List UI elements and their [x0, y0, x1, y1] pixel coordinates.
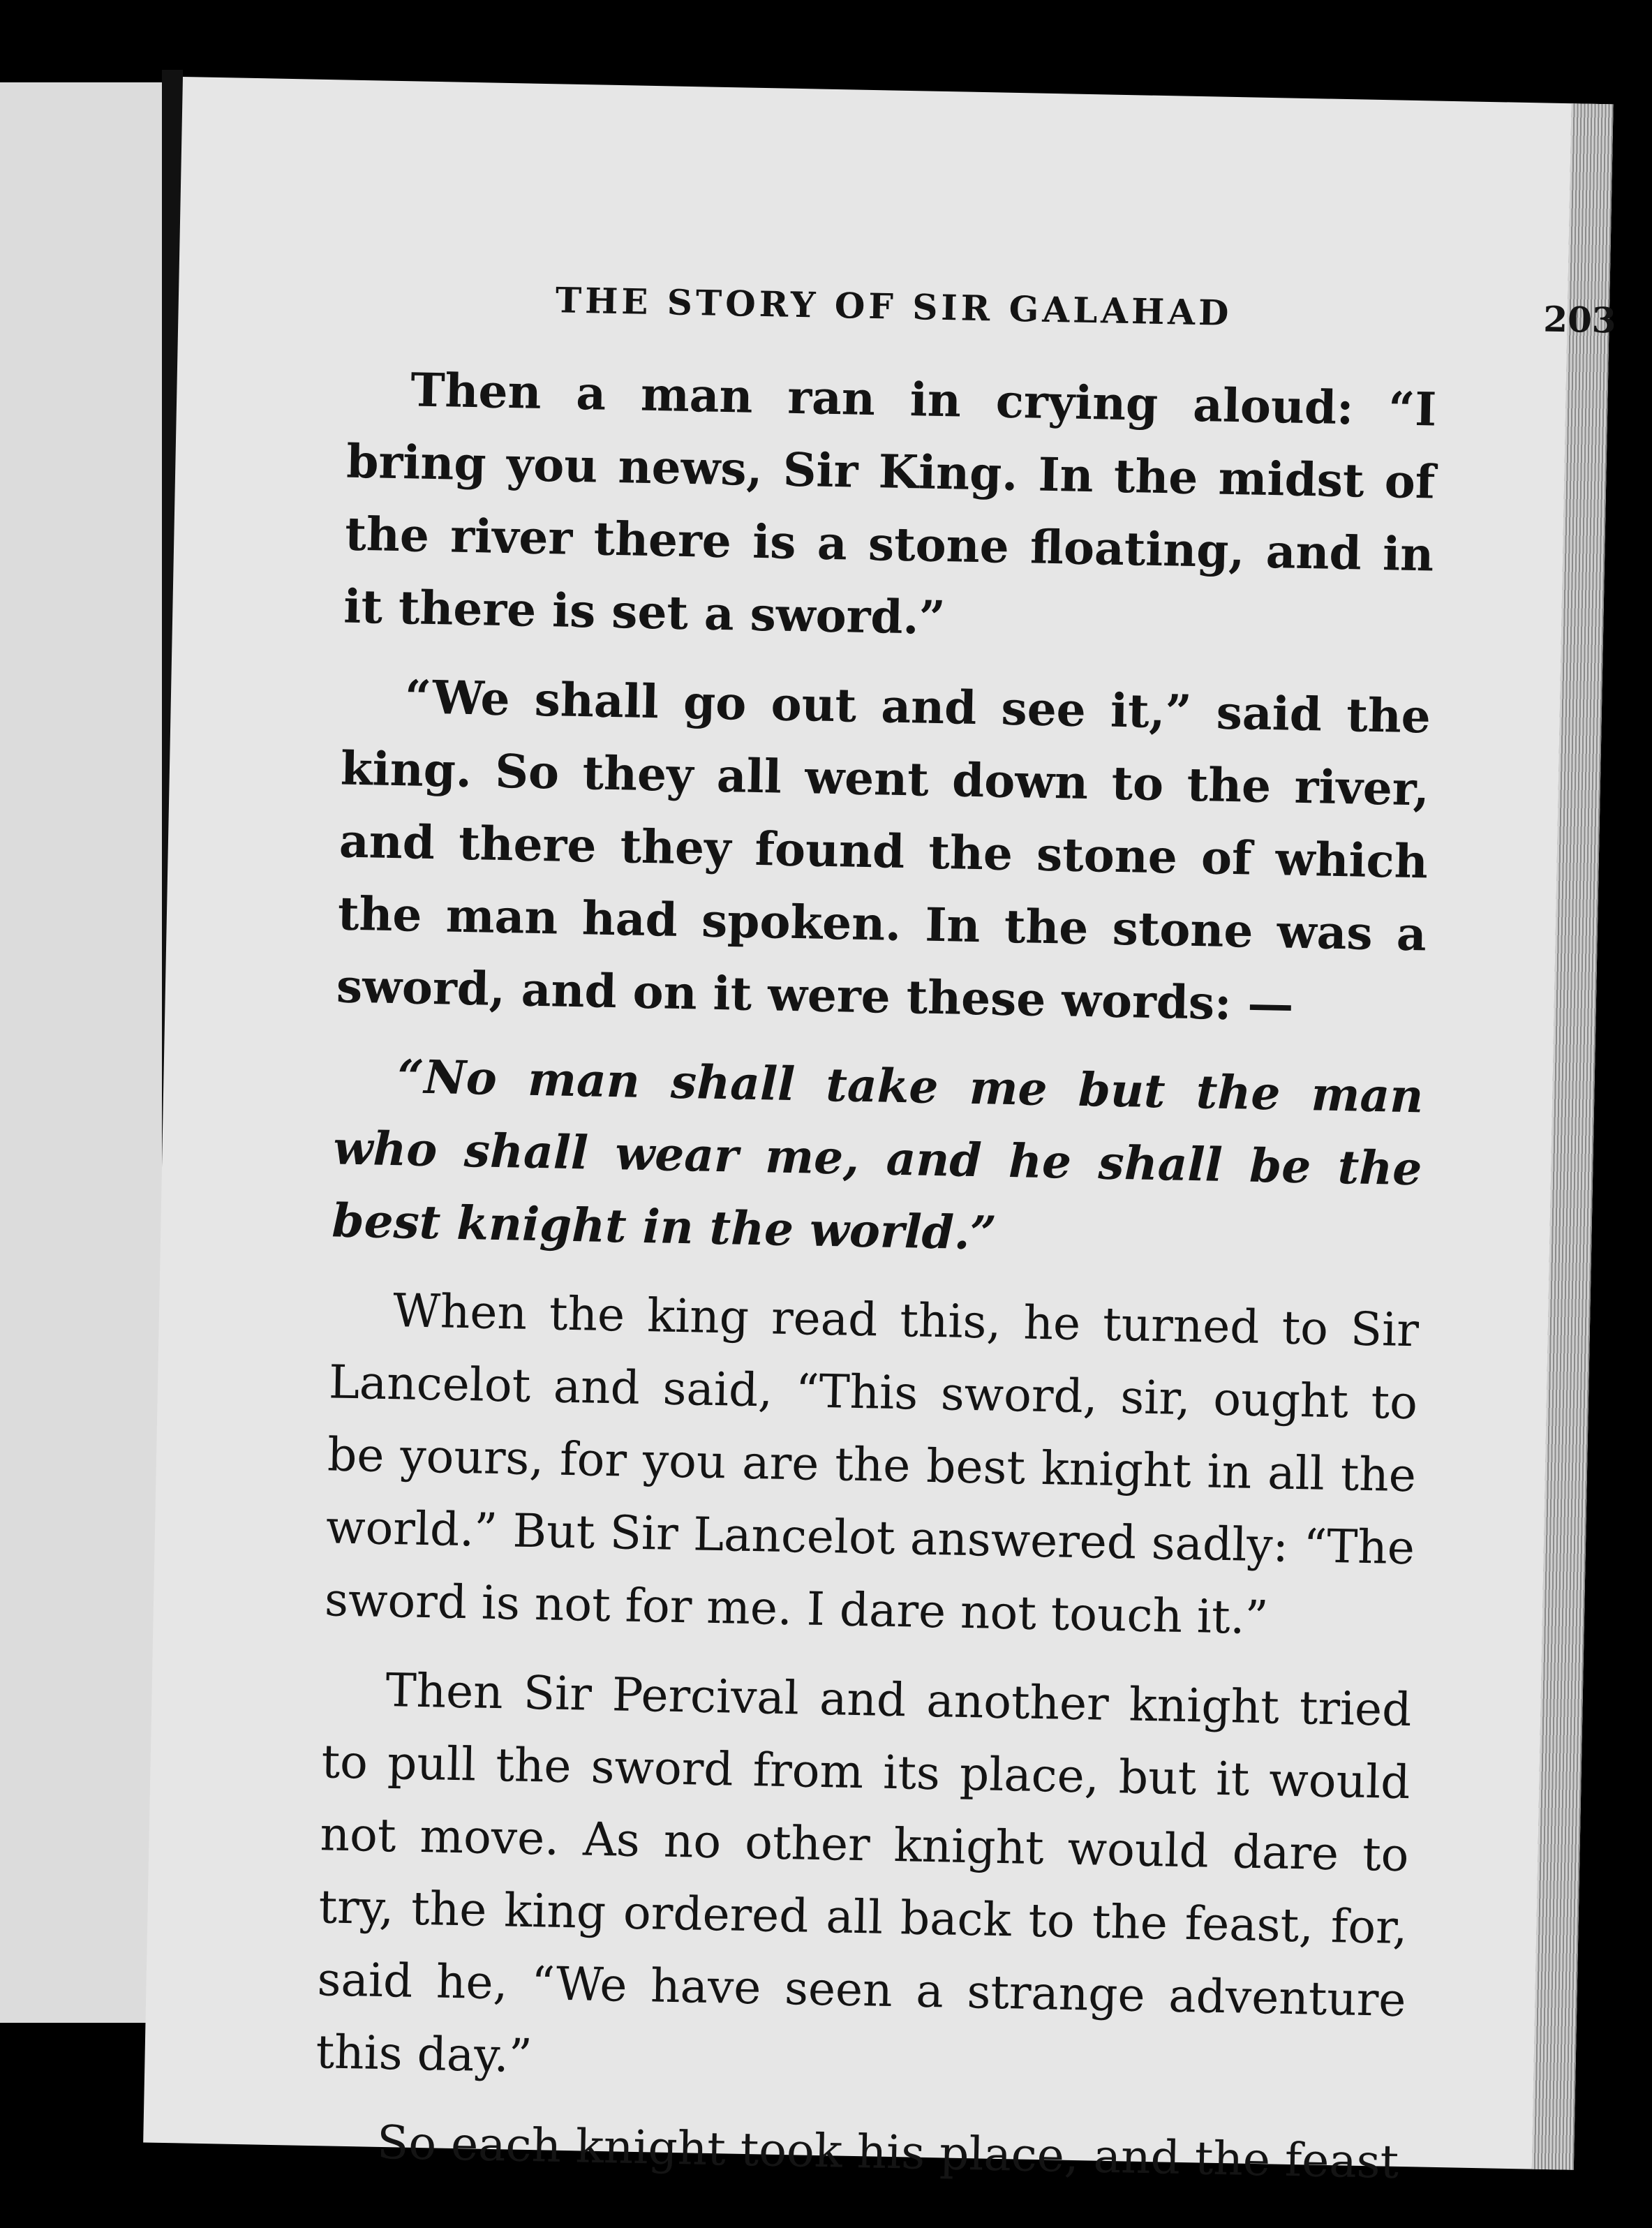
running-title: THE STORY OF SIR GALAHAD	[555, 279, 1233, 334]
page-body	[313, 352, 1437, 2215]
page-header	[555, 279, 1652, 356]
paragraph: So each knight took his place, and the feast	[376, 2115, 1399, 2189]
page-edges	[1532, 103, 1617, 2170]
paragraph: Then Sir Percival and another knight tried to pull the sword from its place, but it would not move. As no other knight would dare to try, the king ordered all back to the feast, for, said he, “We have seen a strange adventure this day.”	[315, 1663, 1413, 2084]
paragraph: When the king read this, he turned to Sir Lancelot and said, “This sword, sir, ought to be yours, for you are the best knight in all the world.” But Sir Lancelot answered sadly: “The sword is not for me. I dare not touch it.”	[324, 1284, 1420, 1645]
paragraph: “We shall go out and see it,” said the king. So they all went down to the river, and there they found the stone of which the man had spoken. In the stone was a sword, and on it were these words: —	[336, 669, 1431, 1032]
sword-inscription: “No man shall take me but the man who shall wear me, and he shall be the best knight in the world.”	[331, 1049, 1424, 1261]
paragraph: Then a man ran in crying aloud: “I bring you news, Sir King. In the midst of the river there is a stone floating, and in it there is set a sword.”	[343, 362, 1437, 646]
page-number: 203	[1542, 298, 1617, 341]
book-page	[143, 77, 1617, 2189]
left-page-fragment	[0, 82, 162, 2023]
